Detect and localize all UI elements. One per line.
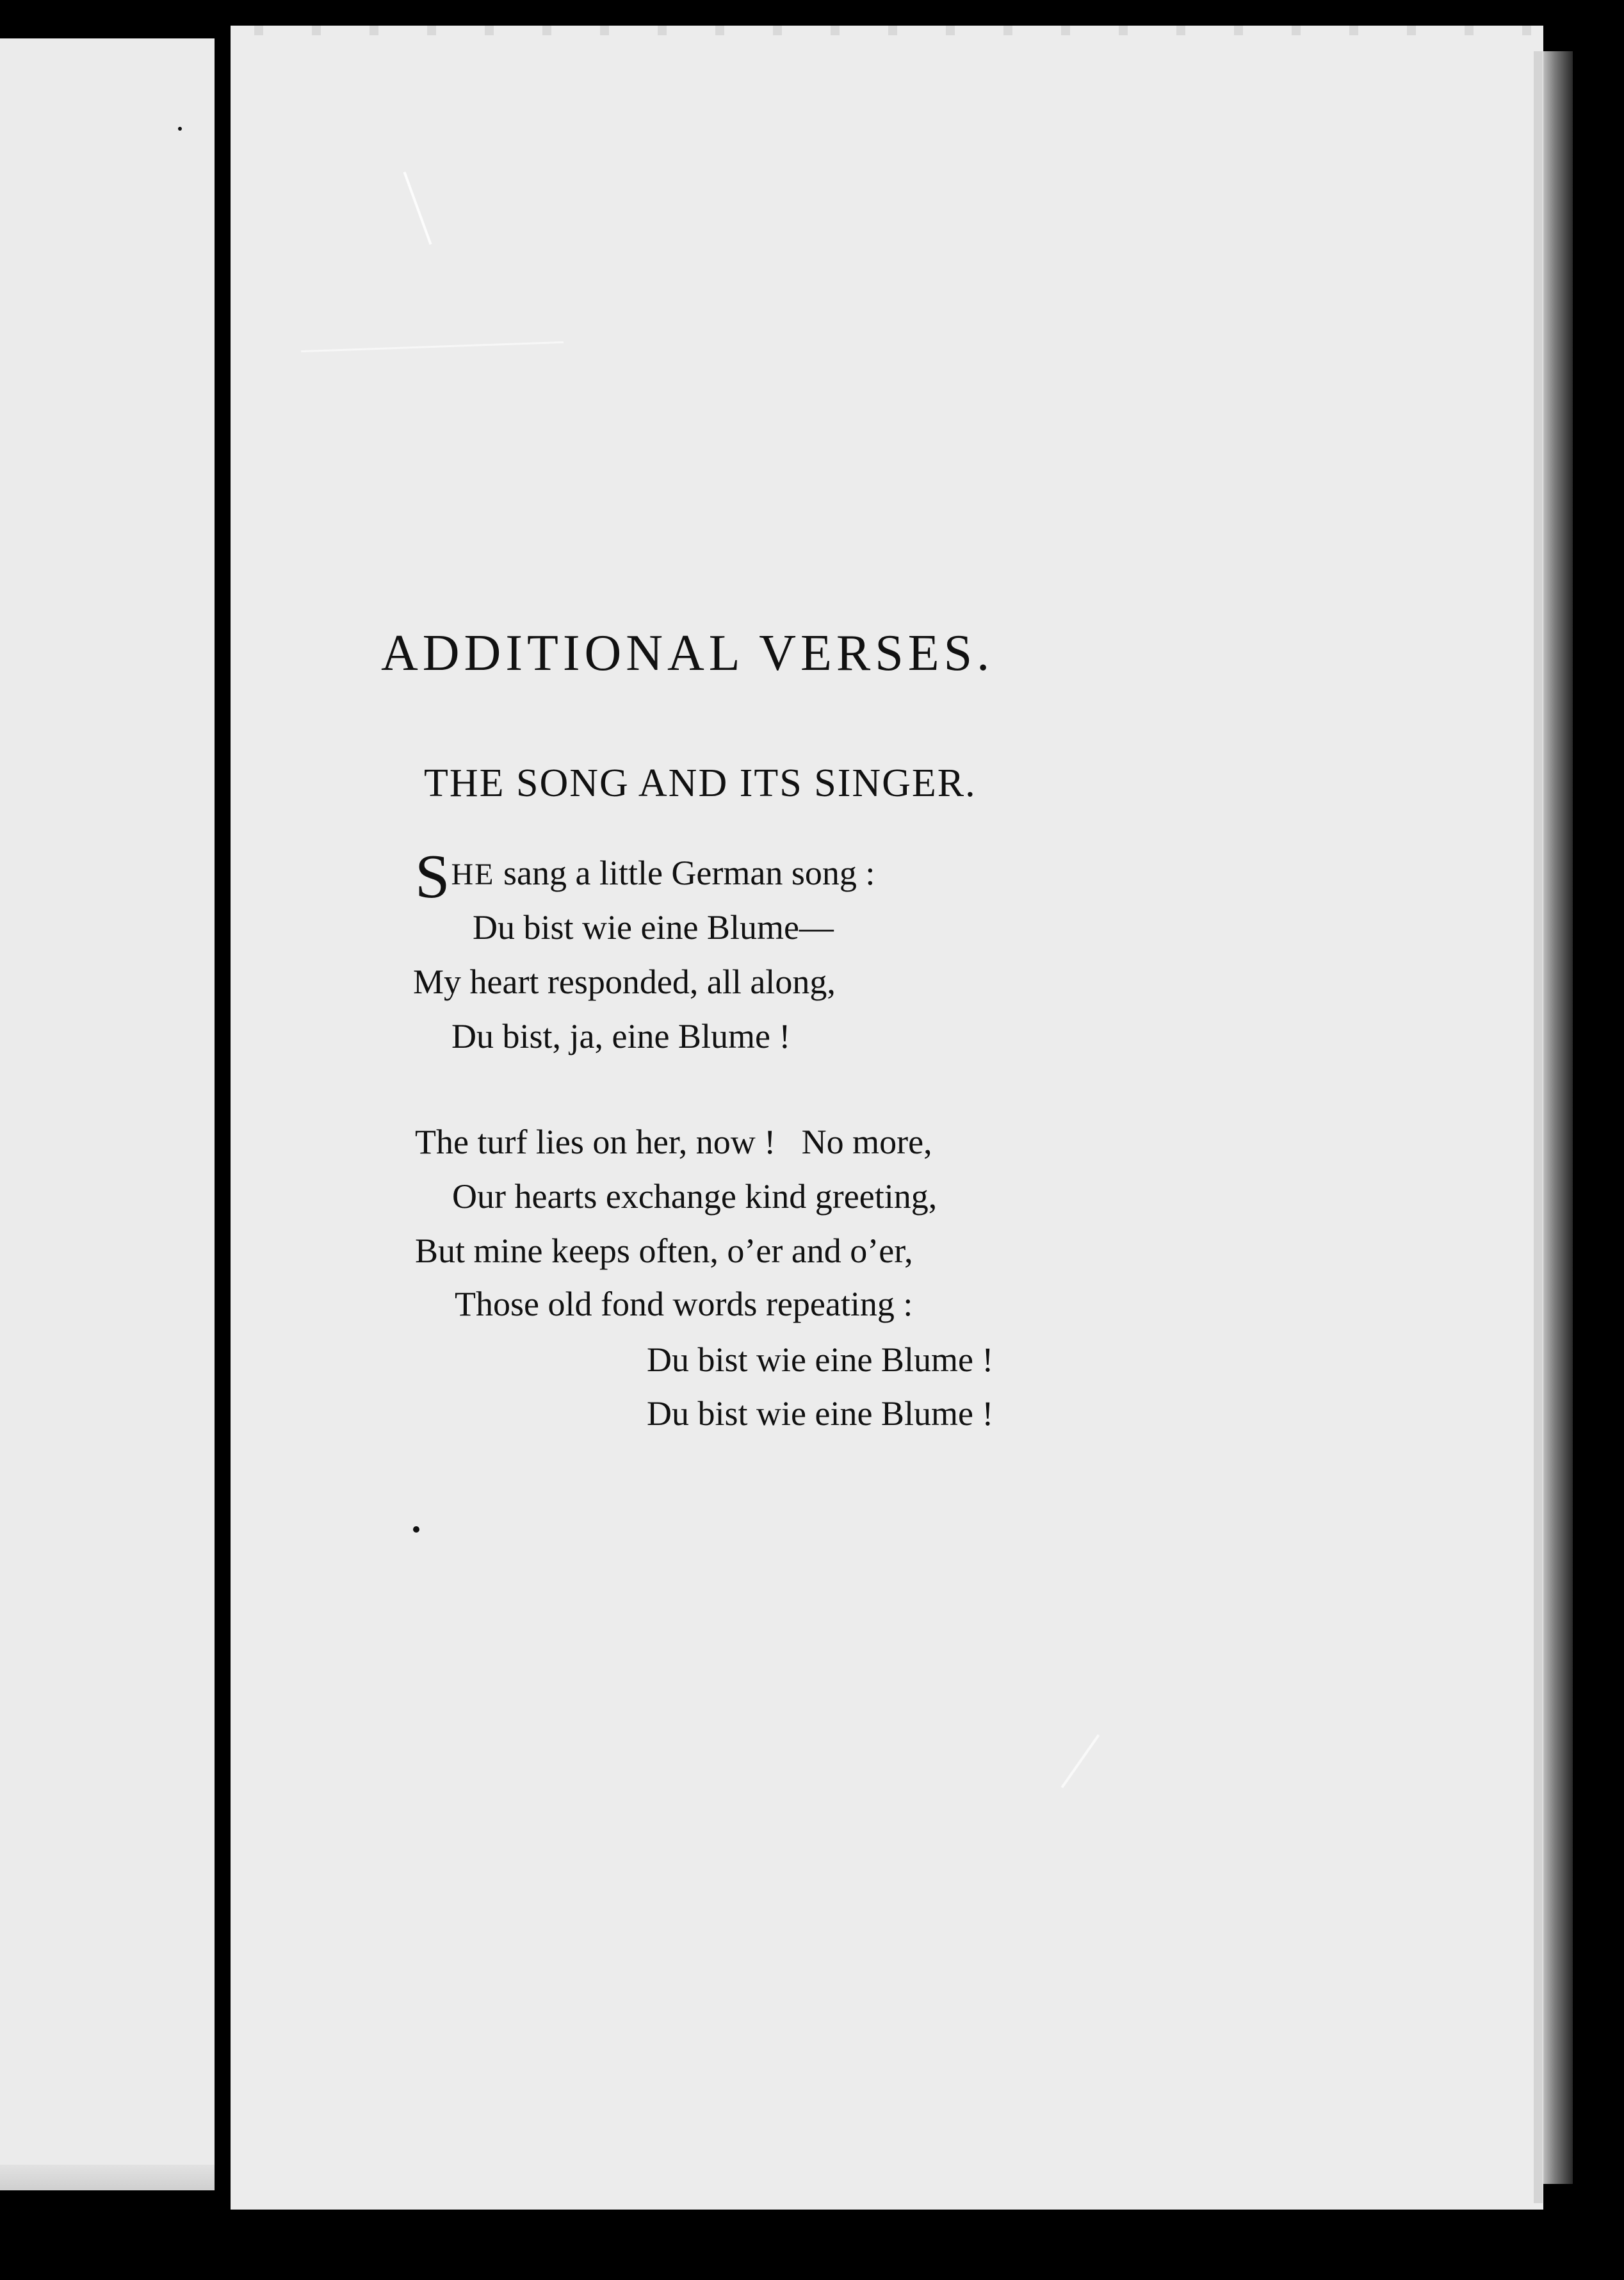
poem-line: Du bist, ja, eine Blume !: [451, 1017, 791, 1055]
speck: [413, 1526, 419, 1533]
poem-line: The turf lies on her, now ! No more,: [415, 1123, 932, 1161]
poem-line-text: sang a little German song :: [494, 854, 875, 892]
small-caps-word: HE: [451, 858, 495, 892]
speck: [178, 127, 182, 131]
page-right-margin: [1534, 51, 1543, 2203]
poem-line: My heart responded, all along,: [413, 963, 836, 1001]
page-right-edge-shadow: [1543, 51, 1573, 2184]
previous-page-bottom-edge: [0, 2165, 215, 2190]
drop-cap: S: [415, 842, 450, 911]
poem-line: [415, 842, 875, 911]
poem-line: But mine keeps often, o’er and o’er,: [415, 1232, 913, 1270]
page-heading: ADDITIONAL VERSES.: [381, 625, 995, 681]
previous-page-sliver: [0, 38, 215, 2190]
poem-line: Du bist wie eine Blume—: [473, 908, 834, 947]
poem-line: Those old fond words repeating :: [455, 1285, 913, 1323]
poem-line: Du bist wie eine Blume !: [647, 1394, 994, 1433]
poem-title: THE SONG AND ITS SINGER.: [424, 761, 977, 805]
poem-line: Our hearts exchange kind greeting,: [452, 1177, 938, 1216]
poem-line: Du bist wie eine Blume !: [647, 1340, 994, 1379]
